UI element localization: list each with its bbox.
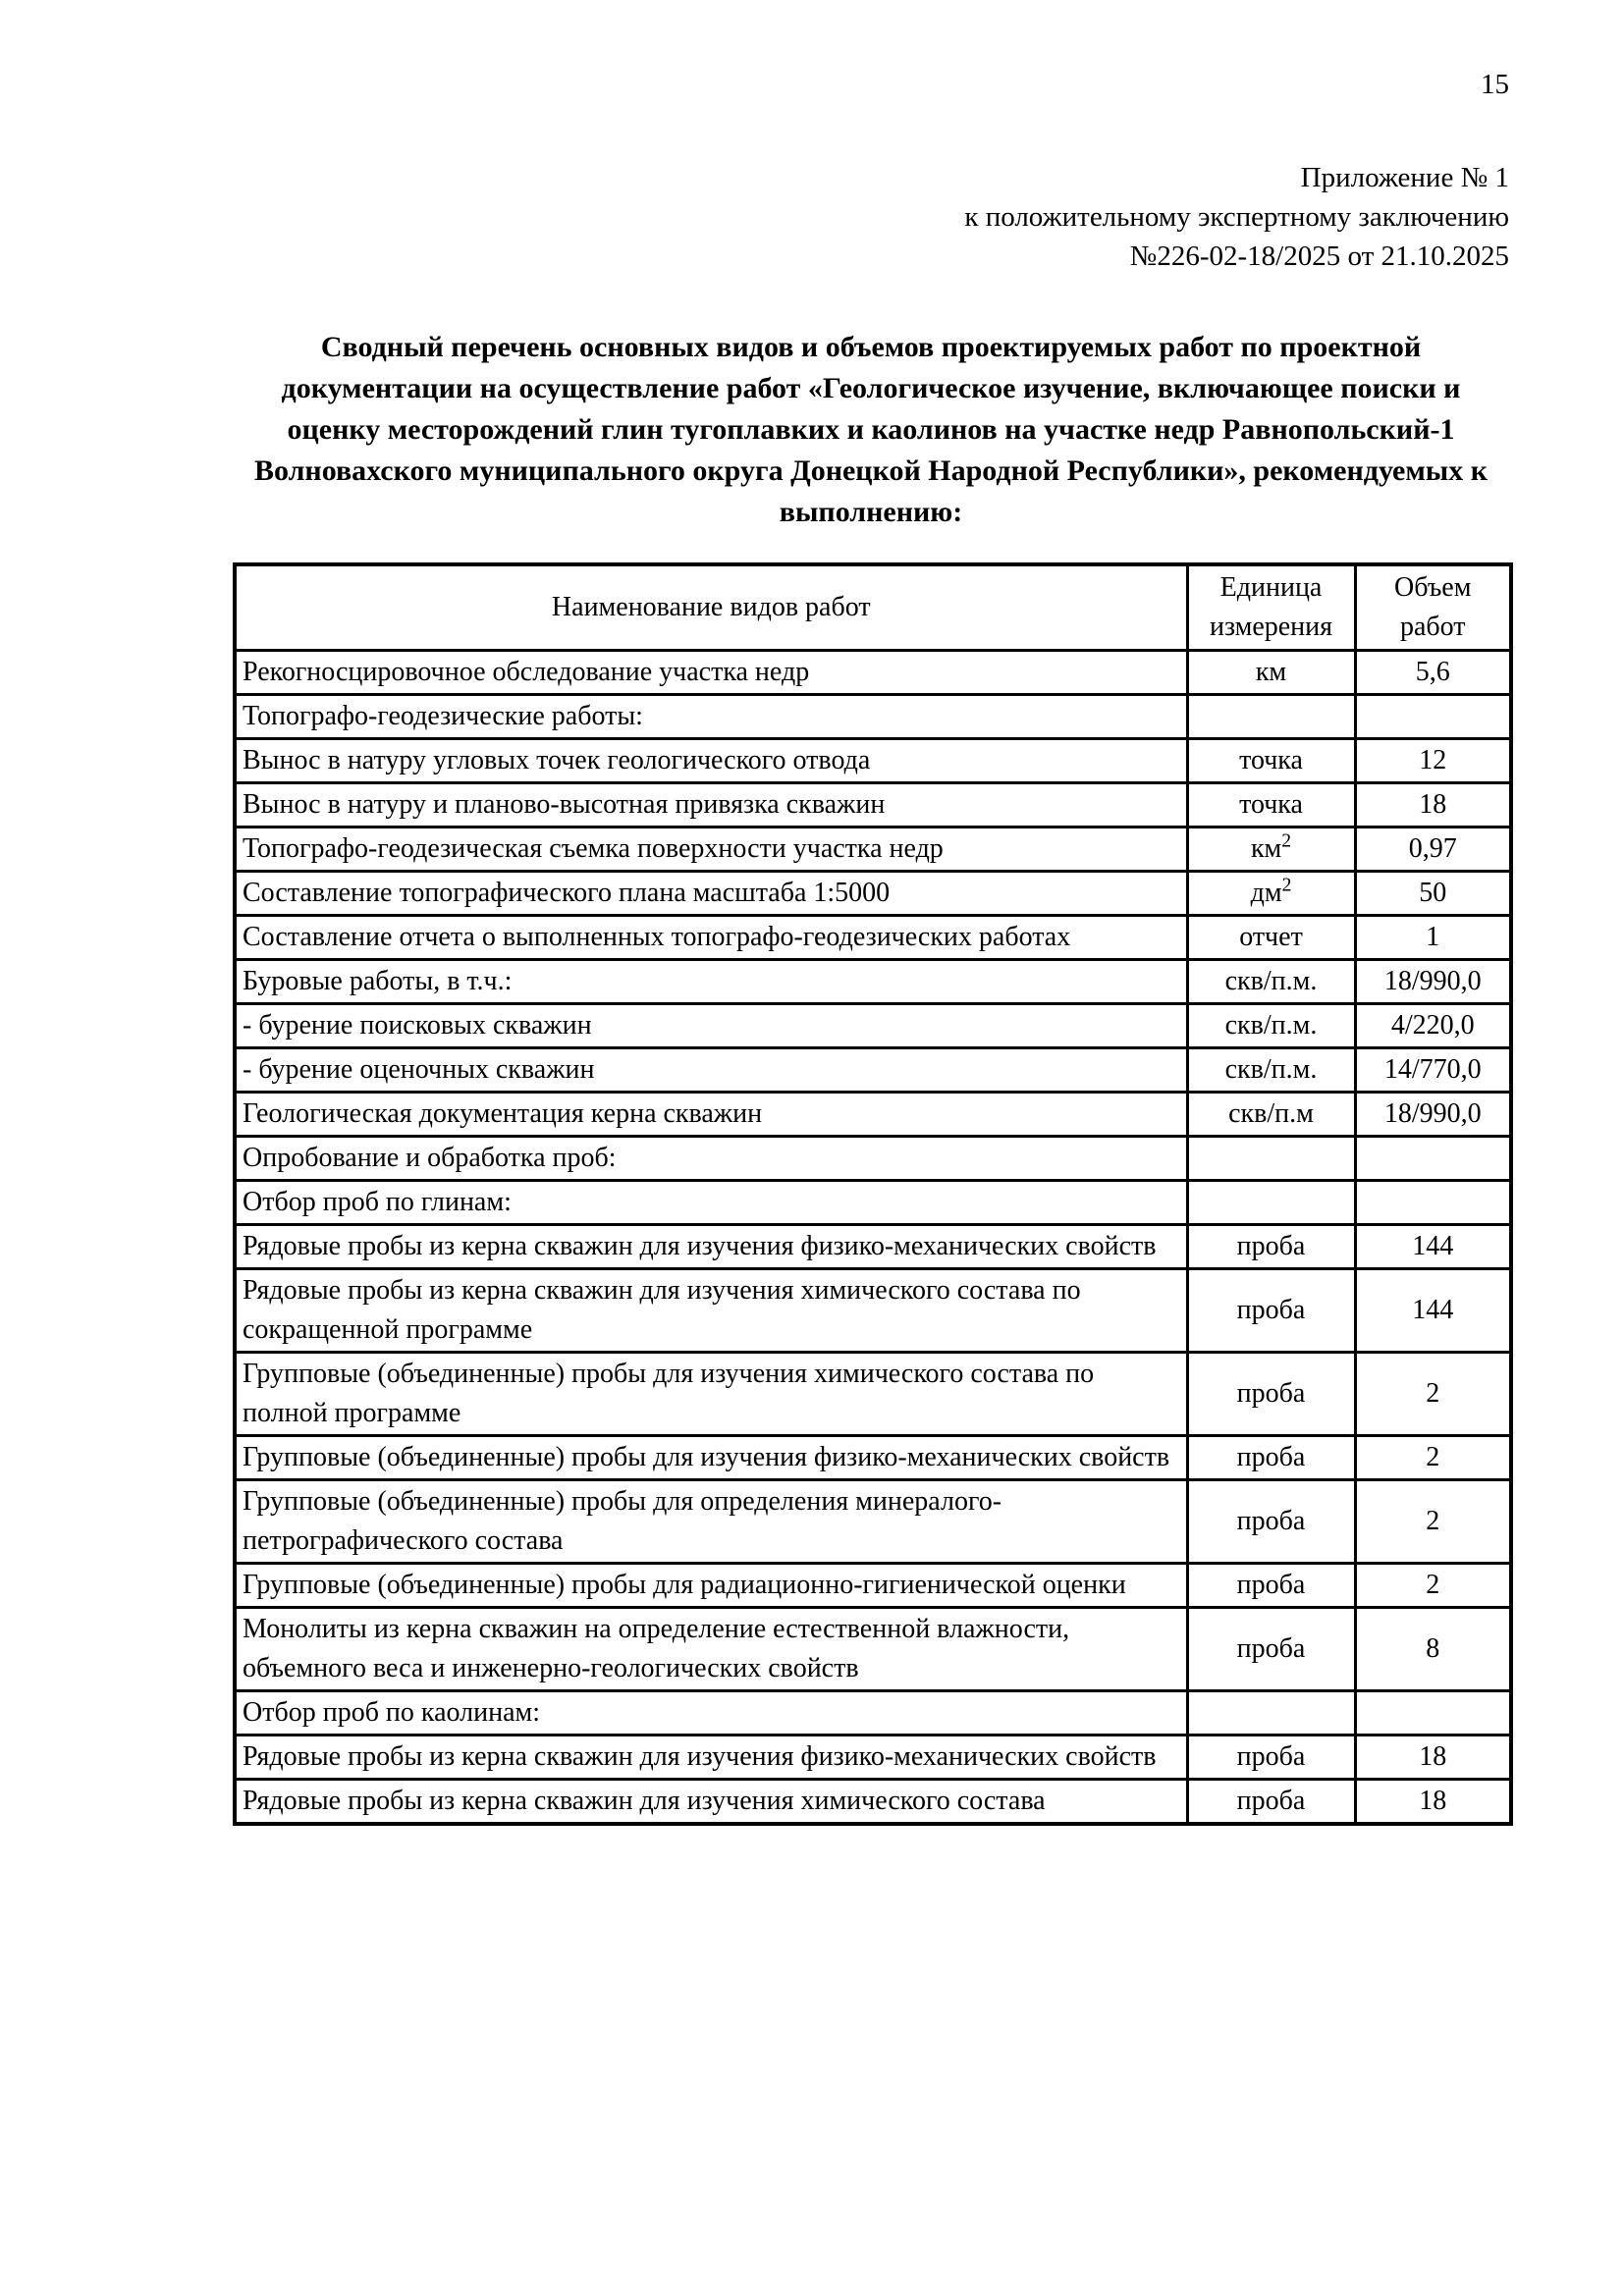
volume-cell: 5,6 xyxy=(1355,651,1511,695)
table-row xyxy=(235,1480,1511,1564)
table-row xyxy=(235,1780,1511,1825)
appendix-line-3: №226-02-18/2025 от 21.10.2025 xyxy=(1129,240,1509,272)
unit-cell: проба xyxy=(1187,1225,1355,1269)
volume-cell: 14/770,0 xyxy=(1355,1048,1511,1093)
table-row xyxy=(235,1137,1511,1181)
table-row xyxy=(235,1735,1511,1780)
work-name-cell: Групповые (объединенные) пробы для радиационно-гигиенической оценки xyxy=(235,1564,1187,1608)
volume-cell: 2 xyxy=(1355,1564,1511,1608)
unit-cell: проба xyxy=(1187,1780,1355,1825)
volume-cell: 18 xyxy=(1355,1780,1511,1825)
table-row xyxy=(235,695,1511,739)
table-row xyxy=(235,783,1511,828)
unit-cell xyxy=(1187,1137,1355,1181)
volume-cell xyxy=(1355,1181,1511,1225)
unit-cell: точка xyxy=(1187,739,1355,783)
table-row xyxy=(235,1093,1511,1137)
work-name-cell: Монолиты из керна скважин на определение естественной влажности, объемного веса и инженерно-геологических свойств xyxy=(235,1608,1187,1691)
unit-cell: проба xyxy=(1187,1269,1355,1353)
work-name-cell: Рядовые пробы из керна скважин для изучения химического состава по сокращенной программе xyxy=(235,1269,1187,1353)
table-row xyxy=(235,1564,1511,1608)
unit-cell xyxy=(1187,695,1355,739)
volume-cell xyxy=(1355,695,1511,739)
column-header-volume: Объем работ xyxy=(1355,564,1511,651)
work-name-cell: Групповые (объединенные) пробы для изучения химического состава по полной программе xyxy=(235,1353,1187,1436)
table-row xyxy=(235,1691,1511,1735)
work-name-cell: Вынос в натуру угловых точек геологического отвода xyxy=(235,739,1187,783)
document-title: Сводный перечень основных видов и объемов проектируемых работ по проектной документации на осуществление работ «Геологическое изучение, включающее поиски и оценку месторождений глин тугоплавких и каолинов на участке недр Равнопольский-1 Волновахского муниципального округа Донецкой Народной Республики», рекомендуемых к выполнению: xyxy=(253,331,1488,528)
unit-cell: проба xyxy=(1187,1353,1355,1436)
unit-cell: проба xyxy=(1187,1608,1355,1691)
volume-cell xyxy=(1355,1691,1511,1735)
volume-cell: 144 xyxy=(1355,1269,1511,1353)
unit-cell: проба xyxy=(1187,1436,1355,1480)
unit-cell: скв/п.м xyxy=(1187,1093,1355,1137)
volume-cell: 8 xyxy=(1355,1608,1511,1691)
volume-cell: 1 xyxy=(1355,916,1511,960)
table-row xyxy=(235,1048,1511,1093)
unit-cell: проба xyxy=(1187,1735,1355,1780)
unit-cell xyxy=(1187,1181,1355,1225)
volume-cell: 2 xyxy=(1355,1480,1511,1564)
table-row xyxy=(235,739,1511,783)
work-name-cell: Составление топографического плана масштаба 1:5000 xyxy=(235,872,1187,916)
table-row xyxy=(235,916,1511,960)
appendix-header xyxy=(233,158,1509,276)
work-name-cell: Опробование и обработка проб: xyxy=(235,1137,1187,1181)
unit-cell: км xyxy=(1187,651,1355,695)
work-name-cell: Отбор проб по каолинам: xyxy=(235,1691,1187,1735)
unit-cell: скв/п.м. xyxy=(1187,1004,1355,1048)
column-header-name: Наименование видов работ xyxy=(235,564,1187,651)
work-name-cell: - бурение поисковых скважин xyxy=(235,1004,1187,1048)
table-row xyxy=(235,872,1511,916)
work-name-cell: Групповые (объединенные) пробы для изучения физико-механических свойств xyxy=(235,1436,1187,1480)
works-table xyxy=(233,562,1513,1826)
table-row xyxy=(235,1181,1511,1225)
table-row xyxy=(235,1608,1511,1691)
volume-cell: 18/990,0 xyxy=(1355,960,1511,1004)
volume-cell: 2 xyxy=(1355,1353,1511,1436)
work-name-cell: Топографо-геодезическая съемка поверхности участка недр xyxy=(235,828,1187,872)
unit-cell: отчет xyxy=(1187,916,1355,960)
table-row xyxy=(235,1436,1511,1480)
volume-cell: 2 xyxy=(1355,1436,1511,1480)
work-name-cell: Составление отчета о выполненных топографо-геодезических работах xyxy=(235,916,1187,960)
volume-cell: 18 xyxy=(1355,1735,1511,1780)
appendix-line-2: к положительному экспертному заключению xyxy=(964,201,1509,233)
work-name-cell: Отбор проб по глинам: xyxy=(235,1181,1187,1225)
unit-cell: скв/п.м. xyxy=(1187,960,1355,1004)
work-name-cell: Рядовые пробы из керна скважин для изучения химического состава xyxy=(235,1780,1187,1825)
work-name-cell: Вынос в натуру и планово-высотная привязка скважин xyxy=(235,783,1187,828)
volume-cell: 18 xyxy=(1355,783,1511,828)
unit-cell: точка xyxy=(1187,783,1355,828)
work-name-cell: Рядовые пробы из керна скважин для изучения физико-механических свойств xyxy=(235,1735,1187,1780)
works-table-header xyxy=(235,564,1511,651)
work-name-cell: Геологическая документация керна скважин xyxy=(235,1093,1187,1137)
work-name-cell: Рекогносцировочное обследование участка недр xyxy=(235,651,1187,695)
unit-cell: $дм^2$ xyxy=(1187,872,1355,916)
volume-cell: 4/220,0 xyxy=(1355,1004,1511,1048)
unit-cell: $км^2$ xyxy=(1187,828,1355,872)
work-name-cell: Буровые работы, в т.ч.: xyxy=(235,960,1187,1004)
table-row xyxy=(235,960,1511,1004)
volume-cell: 18/990,0 xyxy=(1355,1093,1511,1137)
unit-cell: скв/п.м. xyxy=(1187,1048,1355,1093)
table-row xyxy=(235,1269,1511,1353)
table-row xyxy=(235,1353,1511,1436)
table-row xyxy=(235,1004,1511,1048)
work-name-cell: Рядовые пробы из керна скважин для изучения физико-механических свойств xyxy=(235,1225,1187,1269)
table-row xyxy=(235,1225,1511,1269)
work-name-cell: Групповые (объединенные) пробы для определения минералого-петрографического состава xyxy=(235,1480,1187,1564)
work-name-cell: Топографо-геодезические работы: xyxy=(235,695,1187,739)
unit-cell: проба xyxy=(1187,1564,1355,1608)
volume-cell: 0,97 xyxy=(1355,828,1511,872)
unit-cell: проба xyxy=(1187,1480,1355,1564)
header-row xyxy=(235,564,1511,651)
column-header-unit: Единица измерения xyxy=(1187,564,1355,651)
volume-cell: 12 xyxy=(1355,739,1511,783)
appendix-line-1: Приложение № 1 xyxy=(1300,162,1509,193)
table-row xyxy=(235,828,1511,872)
works-table-body xyxy=(235,651,1511,1825)
volume-cell: 50 xyxy=(1355,872,1511,916)
page-number: 15 xyxy=(1481,69,1509,100)
unit-cell xyxy=(1187,1691,1355,1735)
volume-cell xyxy=(1355,1137,1511,1181)
table-row xyxy=(235,651,1511,695)
volume-cell: 144 xyxy=(1355,1225,1511,1269)
work-name-cell: - бурение оценочных скважин xyxy=(235,1048,1187,1093)
